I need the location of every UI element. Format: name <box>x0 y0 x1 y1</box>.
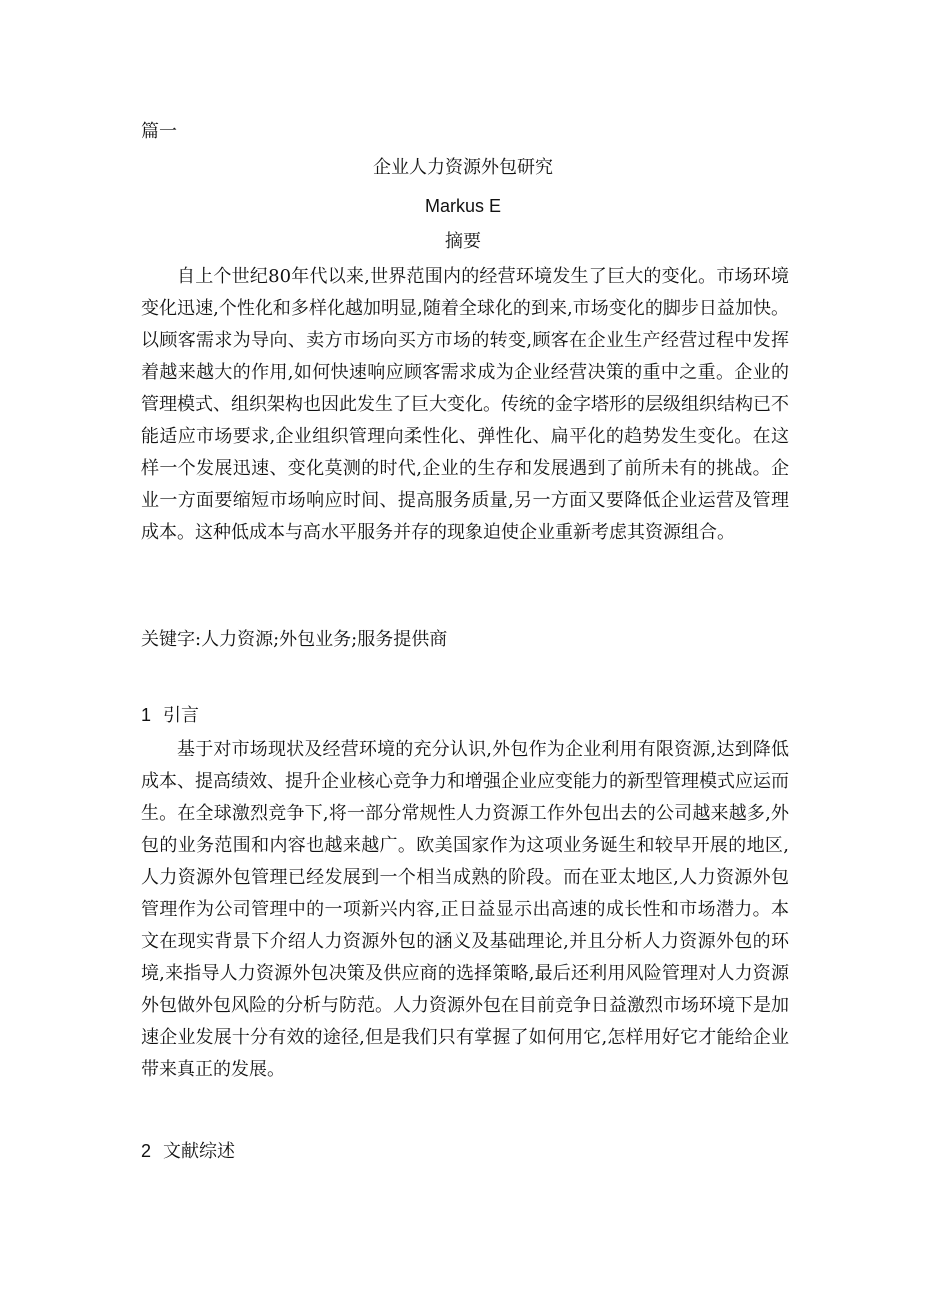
document-title: 企业人力资源外包研究 <box>373 157 553 178</box>
abstract-heading: 摘要 <box>445 231 481 252</box>
abstract-paragraph: 自上个世纪80年代以来,世界范围内的经营环境发生了巨大的变化。市场环境变化迅速,个性化和多样化越加明显,随着全球化的到来,市场变化的脚步日益加快。以顾客需求为导向、卖方市场向买方市场的转变,顾客在企业生产经营过程中发挥着越来越大的作用,如何快速响应顾客需求成为企业经营决策的重中之重。企业的管理模式、组织架构也因此发生了巨大变化。传统的金字塔形的层级组织结构已不能适应市场要求,企业组织管理向柔性化、弹性化、扁平化的趋势发生变化。在这样一个发展迅速、变化莫测的时代,企业的生存和发展遇到了前所未有的挑战。企业一方面要缩短市场响应时间、提高服务质量,另一方面又要降低企业运营及管理成本。这种低成本与高水平服务并存的现象迫使企业重新考虑其资源组合。 <box>141 266 789 543</box>
keywords-line: 关键字:人力资源;外包业务;服务提供商 <box>141 629 448 650</box>
section-label: 篇一 <box>141 121 177 142</box>
introduction-paragraph: 基于对市场现状及经营环境的充分认识,外包作为企业利用有限资源,达到降低成本、提高绩效、提升企业核心竞争力和增强企业应变能力的新型管理模式应运而生。在全球激烈竞争下,将一部分常规性人力资源工作外包出去的公司越来越多,外包的业务范围和内容也越来越广。欧美国家作为这项业务诞生和较早开展的地区,人力资源外包管理已经发展到一个相当成熟的阶段。而在亚太地区,人力资源外包管理作为公司管理中的一项新兴内容,正日益显示出高速的成长性和市场潜力。本文在现实背景下介绍人力资源外包的涵义及基础理论,并且分析人力资源外包的环境,来指导人力资源外包决策及供应商的选择策略,最后还利用风险管理对人力资源外包做外包风险的分析与防范。人力资源外包在目前竞争日益激烈市场环境下是加速企业发展十分有效的途径,但是我们只有掌握了如何用它,怎样用好它才能给企业带来真正的发展。 <box>141 739 789 1080</box>
section-heading-introduction <box>141 701 199 730</box>
section-number: 1 <box>141 705 152 725</box>
section-heading-literature-review <box>141 1137 235 1166</box>
section-title: 引言 <box>163 705 200 726</box>
author-name: Markus E <box>424 196 502 216</box>
section-number: 2 <box>141 1141 152 1161</box>
section-title: 文献综述 <box>163 1141 236 1162</box>
